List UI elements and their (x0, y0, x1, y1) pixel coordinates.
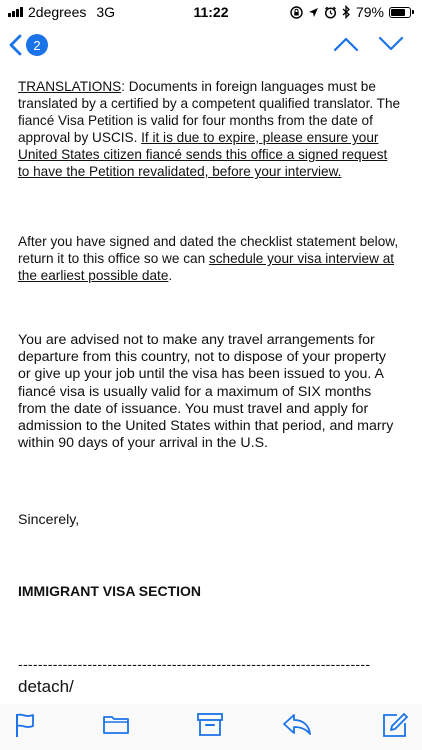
alarm-icon (324, 6, 337, 19)
checklist-paragraph (18, 233, 402, 284)
detach-label: detach/ (18, 677, 74, 696)
bluetooth-icon (342, 5, 351, 19)
reply-icon[interactable] (282, 712, 312, 736)
screen-lock-icon (290, 6, 303, 19)
translations-paragraph (18, 78, 402, 180)
battery-fill (391, 9, 405, 16)
translations-text: : Documents in foreign languages must be translated by a certified by a competent qualified translator. The fiancé Visa Petition is valid for four months from the date of approval by USCIS. (18, 79, 401, 145)
schedule-interview-text: schedule your visa interview at the earliest possible date (18, 251, 395, 283)
status-right (290, 4, 414, 20)
flag-icon[interactable] (14, 712, 36, 738)
translations-heading: TRANSLATIONS (18, 79, 122, 94)
carrier-name: 2degrees (28, 4, 87, 20)
battery-icon (389, 7, 414, 18)
closing-text: Sincerely, (18, 512, 80, 528)
compose-icon[interactable] (382, 712, 408, 738)
back-button[interactable] (8, 34, 48, 56)
archive-icon[interactable] (196, 712, 224, 738)
status-bar (0, 0, 422, 24)
signature-text: IMMIGRANT VISA SECTION (18, 583, 202, 599)
revalidation-notice: If it is due to expire, please ensure your United States citizen fiancé sends this office a signed request to have the Petition revalidated, before your interview. (18, 130, 388, 179)
folder-icon[interactable] (102, 712, 130, 736)
next-message-icon[interactable] (378, 36, 404, 52)
nav-bar (0, 24, 422, 72)
back-chevron-icon (8, 34, 22, 56)
bottom-toolbar (0, 704, 422, 750)
detach-divider: ----------------------------------------------------------------------- (18, 656, 371, 672)
previous-message-icon[interactable] (333, 36, 359, 52)
checklist-end: . (168, 268, 173, 283)
travel-advice-paragraph: You are advised not to make any travel arrangements for departure from this country, not to dispose of your property or give up your job until the visa has been issued to you. A fiancé visa is usually valid for a maximum of SIX months from the date of issuance. You must travel and apply for admission to the United States within that period, and marry within 90 days of your arrival in the U.S. (18, 332, 394, 452)
location-icon (308, 7, 319, 18)
checklist-text: After you have signed and dated the checklist statement below, return it to this office so we can (18, 234, 399, 266)
status-time: 11:22 (193, 4, 229, 20)
unread-count-badge: 2 (26, 34, 48, 56)
network-type: 3G (96, 4, 116, 20)
battery-percent: 79% (355, 4, 384, 20)
